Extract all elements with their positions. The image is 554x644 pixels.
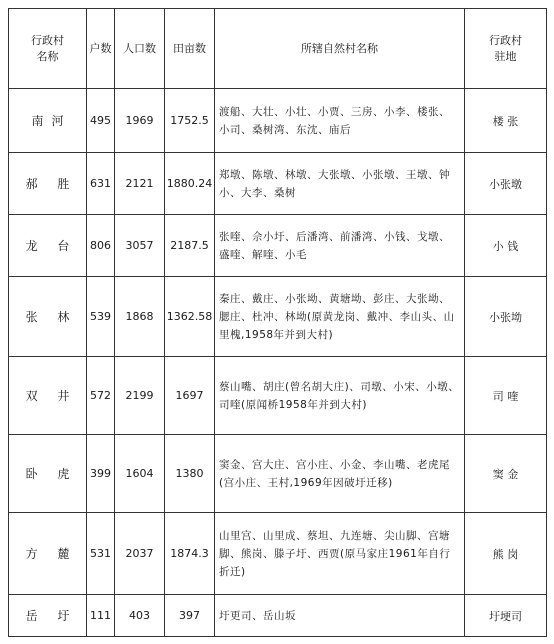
row-households: 539: [87, 277, 115, 357]
row-population: 2199: [115, 357, 165, 435]
table-row: [9, 215, 547, 277]
row-village-name: 龙 台: [9, 215, 87, 277]
row-village-seat: 小张墩: [465, 153, 547, 215]
header-population: 人口数: [115, 9, 165, 89]
row-natural-villages: 秦庄、戴庄、小张坳、黄塘坳、彭庄、大张坳、腮庄、杜冲、林坳(原黄龙岗、戴冲、李山头、山里槐,1958年并到大村): [215, 277, 465, 357]
row-farmland: 2187.5: [165, 215, 215, 277]
row-village-seat: 小 钱: [465, 215, 547, 277]
row-farmland: 1752.5: [165, 89, 215, 153]
row-village-name: 方 麓: [9, 513, 87, 595]
row-farmland: 1874.3: [165, 513, 215, 595]
row-households: 111: [87, 595, 115, 637]
village-statistics-sheet: [8, 8, 546, 636]
row-village-seat: 楼 张: [465, 89, 547, 153]
table-row: [9, 595, 547, 637]
row-households: 531: [87, 513, 115, 595]
header-village-seat: 行政村 驻地: [465, 9, 547, 89]
row-natural-villages: 山里宫、山里成、蔡坦、九连塘、尖山脚、宫塘脚、熊岗、滕子圩、西贾(原马家庄1961年自行折迁): [215, 513, 465, 595]
row-households: 495: [87, 89, 115, 153]
row-households: 806: [87, 215, 115, 277]
row-village-name: 岳 圩: [9, 595, 87, 637]
table-row: [9, 435, 547, 513]
village-table: [8, 8, 547, 637]
row-village-seat: 小张坳: [465, 277, 547, 357]
row-village-seat: 窦 金: [465, 435, 547, 513]
header-village-name: 行政村 名称: [9, 9, 87, 89]
table-row: [9, 513, 547, 595]
row-village-name: 双 井: [9, 357, 87, 435]
table-row: [9, 357, 547, 435]
row-village-name: 南河: [9, 89, 87, 153]
row-village-seat: 圩埂司: [465, 595, 547, 637]
row-population: 1868: [115, 277, 165, 357]
row-village-seat: 熊 岗: [465, 513, 547, 595]
row-natural-villages: 圩更司、岳山坂: [215, 595, 465, 637]
row-natural-villages: 蔡山嘴、胡庄(曾名胡大庄)、司墩、小宋、小墩、司喹(原闻桥1958年并到大村): [215, 357, 465, 435]
row-population: 1604: [115, 435, 165, 513]
row-population: 3057: [115, 215, 165, 277]
table-row: [9, 153, 547, 215]
row-village-name: 卧 虎: [9, 435, 87, 513]
header-natural-villages: 所辖自然村名称: [215, 9, 465, 89]
row-natural-villages: 张喹、佘小圩、后潘湾、前潘湾、小钱、戈墩、盛喹、解喹、小毛: [215, 215, 465, 277]
row-village-seat: 司 喹: [465, 357, 547, 435]
row-natural-villages: 郑墩、陈墩、林墩、大张墩、小张墩、王墩、钟小、大李、桑树: [215, 153, 465, 215]
row-farmland: 1362.58: [165, 277, 215, 357]
row-population: 1969: [115, 89, 165, 153]
row-households: 631: [87, 153, 115, 215]
row-households: 572: [87, 357, 115, 435]
row-village-name: 郝 胜: [9, 153, 87, 215]
header-households: 户数: [87, 9, 115, 89]
table-row: [9, 277, 547, 357]
row-natural-villages: 窦金、宫大庄、宫小庄、小金、李山嘴、老虎尾(宫小庄、王村,1969年因破圩迁移): [215, 435, 465, 513]
row-farmland: 1880.24: [165, 153, 215, 215]
row-village-name: 张 林: [9, 277, 87, 357]
row-households: 399: [87, 435, 115, 513]
row-farmland: 1697: [165, 357, 215, 435]
row-farmland: 397: [165, 595, 215, 637]
row-farmland: 1380: [165, 435, 215, 513]
row-population: 2037: [115, 513, 165, 595]
row-population: 403: [115, 595, 165, 637]
header-farmland: 田亩数: [165, 9, 215, 89]
row-natural-villages: 渡船、大壮、小壮、小贾、三房、小李、楼张、小司、桑树湾、东沈、庙后: [215, 89, 465, 153]
header-row: [9, 9, 547, 89]
row-population: 2121: [115, 153, 165, 215]
table-row: [9, 89, 547, 153]
